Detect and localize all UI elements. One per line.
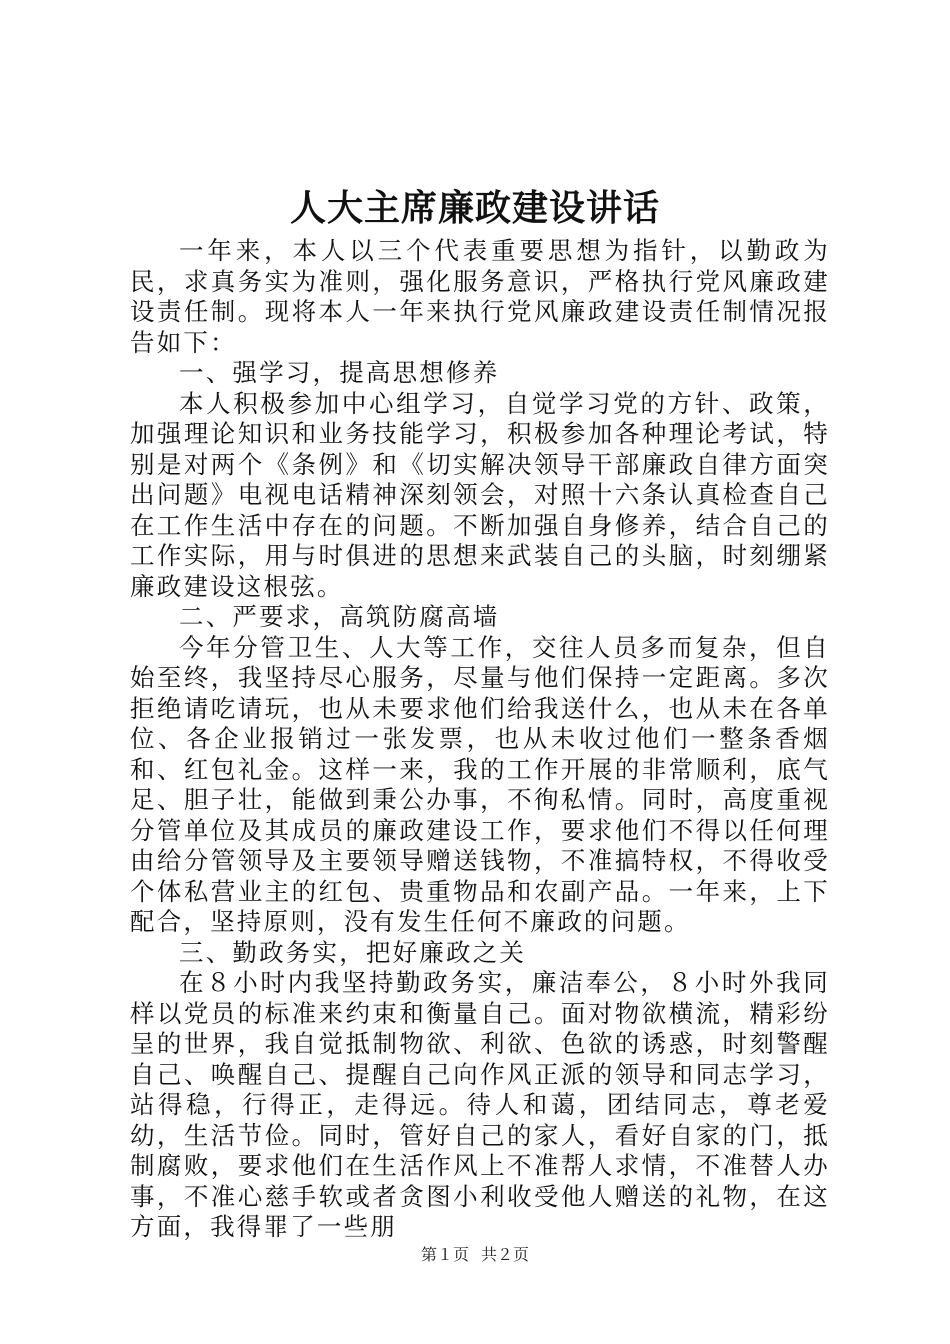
- page-title: 人大主席廉政建设讲话: [289, 187, 660, 229]
- document-body: [130, 236, 830, 1243]
- section-heading-1: 一、强学习，提高思想修养: [179, 358, 500, 387]
- paragraph-section-1: 本人积极参加中心组学习，自觉学习党的方针、政策，加强理论知识和业务技能学习，积极参加各种理论考试，特别是对两个《条例》和《切实解决领导干部廉政自律方面突出问题》电视电话精神深刻领会，对照十六条认真检查自己在工作生活中存在的问题。不断加强自身修养，结合自己的工作实际，用与时俱进的思想来武装自己的头脑，时刻绷紧廉政建设这根弦。: [130, 388, 830, 601]
- section-heading-3: 三、勤政务实，把好廉政之关: [179, 937, 527, 967]
- paragraph-section-3: 在８小时内我坚持勤政务实，廉洁奉公，８小时外我同样以党员的标准来约束和衡量自己。面对物欲横流，精彩纷呈的世界，我自觉抵制物欲、利欲、色欲的诱惑，时刻警醒自己、唤醒自己、提醒自己向作风正派的领导和同志学习，站得稳，行得正，走得远。待人和蔼，团结同志，尊老爱幼，生活节俭。同时，管好自己的家人，看好自家的门，抵制腐败，要求他们在生活作风上不准帮人求情，不准替人办事，不准心慈手软或者贪图小利收受他人赠送的礼物，在这方面，我得罪了一些朋: [130, 968, 830, 1241]
- page-footer: [0, 1244, 950, 1266]
- page-total: 共２页: [481, 1245, 530, 1264]
- paragraph-section-2: 今年分管卫生、人大等工作，交往人员多而复杂，但自始至终，我坚持尽心服务，尽量与他们保持一定距离。多次拒绝请吃请玩，也从未要求他们给我送什么，也从未在各单位、各企业报销过一张发票，也从未收过他们一整条香烟和、红包礼金。这样一来，我的工作开展的非常顺利，底气足、胆子壮，能做到秉公办事，不徇私情。同时，高度重视分管单位及其成员的廉政建设工作，要求他们不得以任何理由给分管领导及主要领导赠送钱物，不准搞特权，不得收受个体私营业主的红包、贵重物品和农副产品。一年来，上下配合，坚持原则，没有发生任何不廉政的问题。: [130, 632, 830, 936]
- page-number: 第１页: [420, 1245, 469, 1264]
- section-heading-2: 二、严要求，高筑防腐高墙: [179, 602, 500, 631]
- paragraph-intro: 一年来，本人以三个代表重要思想为指针，以勤政为民，求真务实为准则，强化服务意识，严格执行党风廉政建设责任制。现将本人一年来执行党风廉政建设责任制情况报告如下：: [130, 236, 830, 357]
